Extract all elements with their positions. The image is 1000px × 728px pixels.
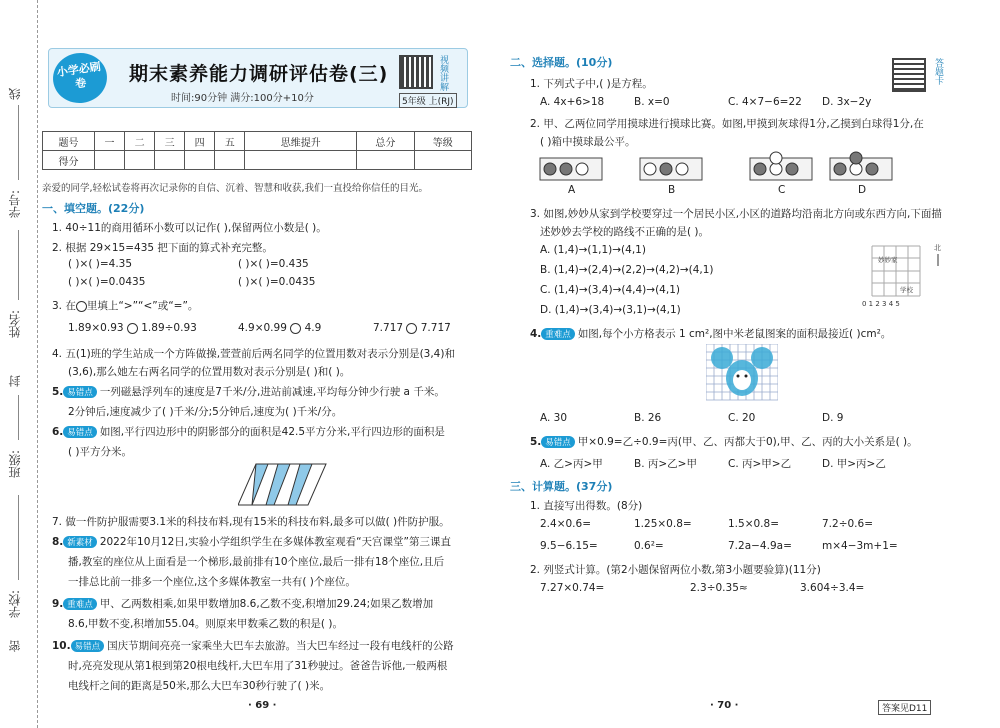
calc-item: m×4−3m+1= bbox=[822, 540, 898, 552]
video-tag: 视频讲解 bbox=[438, 55, 448, 91]
calc-item: 7.2÷0.6= bbox=[822, 518, 873, 530]
answer-card-tag: 答题卡 bbox=[933, 58, 943, 85]
score-row-label: 得分 bbox=[43, 151, 95, 170]
q2-blank-d: ( )×( )=0.0435 bbox=[238, 276, 316, 288]
choice-q2: 2. 甲、乙两位同学用摸球进行摸球比赛。如图,甲摸到灰球得1分,乙摸到白球得1分,在 bbox=[530, 118, 924, 130]
choice-q4 bbox=[530, 326, 891, 341]
expr: 4.9×0.99 bbox=[238, 322, 287, 334]
q5-text: 一列磁悬浮列车的速度是7千米/分,进站前减速,平均每分钟少行驶 a 千米。 bbox=[99, 386, 445, 398]
answer-reference: 答案见D11 bbox=[878, 700, 931, 715]
question-8-cont2: 一排总比前一排多一个座位,这个多媒体教室一共有( )个座位。 bbox=[68, 576, 356, 588]
tip-badge: 重难点 bbox=[541, 328, 575, 340]
answer-circle[interactable] bbox=[127, 323, 138, 334]
divider bbox=[18, 395, 19, 440]
page-number: · 69 · bbox=[248, 700, 277, 711]
question-4-cont: (3,6),那么她左右两名同学的位置用数对表示分别是( )和( )。 bbox=[68, 366, 351, 378]
calc-item: 0.6²= bbox=[634, 540, 664, 552]
q5-option-a[interactable]: A. 乙>丙>甲 bbox=[540, 458, 603, 470]
expr: 7.717 bbox=[373, 322, 404, 334]
q2-option-d[interactable]: D bbox=[858, 184, 867, 196]
q9-text: 甲、乙两数相乘,如果甲数增加8.6,乙数不变,积增加29.24;如果乙数增加 bbox=[99, 598, 434, 610]
question-4: 4. 五(1)班的学生站成一个方阵做操,萱萱前后两名同学的位置用数对表示分别是(3,4)和 bbox=[52, 348, 455, 360]
page-number: · 70 · bbox=[710, 700, 739, 711]
calc-item: 9.5−6.15= bbox=[540, 540, 598, 552]
calc-item: 1.5×0.8= bbox=[728, 518, 779, 530]
qnum: 4. bbox=[530, 328, 542, 340]
question-10-cont: 时,亮亮发现从第1根到第20根电线杆,大巴车用了31秒驶过。爸爸告诉他,一般两根 bbox=[68, 660, 448, 672]
choice-q3-cont: 述妙妙去学校的路线不正确的是( )。 bbox=[540, 226, 710, 238]
choice-q1: 1. 下列式子中,( )是方程。 bbox=[530, 78, 653, 90]
answer-circle[interactable] bbox=[406, 323, 417, 334]
tip-badge: 易错点 bbox=[71, 640, 105, 652]
question-9-cont: 8.6,甲数不变,积增加55.04。则原来甲数乘乙数的积是( )。 bbox=[68, 618, 343, 630]
score-cell[interactable] bbox=[125, 151, 155, 170]
question-9 bbox=[52, 596, 433, 611]
exam-subtitle: 时间:90分钟 满分:100分+10分 bbox=[171, 93, 314, 104]
right-page bbox=[500, 0, 990, 728]
q3-option-d[interactable]: D. (1,4)→(3,4)→(3,1)→(4,1) bbox=[540, 304, 681, 316]
qnum: 10. bbox=[52, 640, 71, 652]
student-id-label: 学号: bbox=[8, 190, 22, 219]
qnum: 6. bbox=[52, 426, 64, 438]
brand-logo: 小学必刷卷 bbox=[50, 49, 110, 106]
question-6 bbox=[52, 424, 445, 439]
q2-blank-a: ( )×( )=4.35 bbox=[68, 258, 133, 270]
q8-text: 2022年10月12日,实验小学组织学生在多媒体教室观看“天宫课堂”第三课直 bbox=[99, 536, 451, 548]
school-label: 学校 bbox=[900, 286, 913, 294]
ball-boxes-figure bbox=[536, 150, 956, 182]
calc-q1: 1. 直接写出得数。(8分) bbox=[530, 500, 643, 512]
choice-q2-cont: ( )箱中摸球最公平。 bbox=[540, 136, 636, 148]
route-map-figure bbox=[860, 240, 950, 310]
expr: 7.71̇7̇ bbox=[420, 322, 451, 334]
name-label: 姓名: bbox=[8, 310, 22, 339]
score-cell[interactable] bbox=[357, 151, 414, 170]
calc-q2: 2. 列竖式计算。(第2小题保留两位小数,第3小题要验算)(11分) bbox=[530, 564, 821, 576]
tip-badge: 易错点 bbox=[63, 426, 97, 438]
question-8 bbox=[52, 534, 451, 549]
seal-label: 封 bbox=[8, 375, 22, 387]
q3-item-3 bbox=[373, 322, 451, 334]
expr: 1.89×0.93 bbox=[68, 322, 124, 334]
score-header: 三 bbox=[155, 132, 185, 151]
section-fill-blank: 一、填空题。(22分) bbox=[42, 202, 145, 215]
score-cell[interactable] bbox=[155, 151, 185, 170]
parallelogram-figure bbox=[238, 462, 328, 507]
q3-lead: 3. 在 bbox=[52, 300, 76, 312]
divider bbox=[18, 105, 19, 180]
question-7: 7. 做一件防护服需要3.1米的科技布料,现有15米的科技布料,最多可以做( )件防护服。 bbox=[52, 516, 450, 528]
calc-item: 2.4×0.6= bbox=[540, 518, 591, 530]
question-5 bbox=[52, 384, 445, 399]
q3-option-c[interactable]: C. (1,4)→(3,4)→(4,4)→(4,1) bbox=[540, 284, 680, 296]
q1-option-c[interactable]: C. 4×7−6=22 bbox=[728, 96, 802, 108]
question-6-cont: ( )平方分米。 bbox=[68, 446, 133, 458]
qr-code-icon[interactable] bbox=[399, 55, 433, 89]
score-header: 一 bbox=[95, 132, 125, 151]
question-3 bbox=[52, 298, 198, 313]
score-table bbox=[42, 131, 472, 170]
divider bbox=[18, 230, 19, 300]
score-cell[interactable] bbox=[215, 151, 245, 170]
q5-text: 甲×0.9=乙÷0.9=丙(甲、乙、丙都大于0),甲、乙、丙的大小关系是( )。 bbox=[577, 436, 918, 448]
score-header: 题号 bbox=[43, 132, 95, 151]
q2-blank-b: ( )×( )=0.435 bbox=[238, 258, 309, 270]
vertical-calc-item: 7.27×0.74= bbox=[540, 582, 605, 594]
north-label: 北 bbox=[934, 244, 941, 252]
expr: 4.9 bbox=[304, 322, 322, 334]
score-header: 四 bbox=[185, 132, 215, 151]
section-calc: 三、计算题。(37分) bbox=[510, 480, 613, 493]
header-banner bbox=[48, 48, 468, 108]
calc-item: 7.2a−4.9a= bbox=[728, 540, 792, 552]
tip-badge: 易错点 bbox=[63, 386, 97, 398]
vertical-calc-item: 3.604÷3.4= bbox=[800, 582, 865, 594]
question-8-cont: 播,教室的座位从上面看是一个梯形,最前排有10个座位,最后一排有18个座位,且后 bbox=[68, 556, 445, 568]
qnum: 5. bbox=[530, 436, 542, 448]
q3-option-b[interactable]: B. (1,4)→(2,4)→(2,2)→(4,2)→(4,1) bbox=[540, 264, 714, 276]
q2-option-a[interactable]: A bbox=[568, 184, 576, 196]
secret-label: 密 bbox=[8, 640, 22, 652]
score-header: 总分 bbox=[357, 132, 414, 151]
choice-q3: 3. 如图,妙妙从家到学校要穿过一个居民小区,小区的道路均沿南北方向或东西方向,下面描 bbox=[530, 208, 942, 220]
q5-option-b[interactable]: B. 丙>乙>甲 bbox=[634, 458, 697, 470]
question-1: 1. 40÷11的商用循环小数可以记作( ),保留两位小数是( )。 bbox=[52, 222, 327, 234]
calc-item: 1.25×0.8= bbox=[634, 518, 692, 530]
section-choice: 二、选择题。(10分) bbox=[510, 56, 613, 69]
home-label: 妙妙家 bbox=[878, 256, 898, 264]
q4-text: 如图,每个小方格表示 1 cm²,图中米老鼠图案的面积最接近( )cm²。 bbox=[577, 328, 892, 340]
divider bbox=[18, 495, 19, 580]
q1-option-d[interactable]: D. 3x−2y bbox=[822, 96, 872, 108]
mouse-grid-figure bbox=[706, 344, 778, 406]
tip-badge: 重难点 bbox=[63, 598, 97, 610]
school-label: 学校: bbox=[8, 590, 22, 619]
expr: 1.89÷0.93 bbox=[141, 322, 197, 334]
binding-margin bbox=[0, 0, 38, 728]
left-page bbox=[38, 0, 478, 728]
choice-q5 bbox=[530, 434, 918, 449]
q4-option-b[interactable]: B. 26 bbox=[634, 412, 662, 424]
svg-text:0 1 2 3 4 5: 0 1 2 3 4 5 bbox=[862, 300, 900, 308]
class-label: 班级: bbox=[8, 450, 22, 479]
box-c bbox=[750, 152, 812, 180]
q10-text: 国庆节期间亮亮一家乘坐大巴车去旅游。当大巴车经过一段有电线杆的公路 bbox=[107, 640, 454, 652]
q2-blank-c: ( )×( )=0.0435 bbox=[68, 276, 146, 288]
score-header: 二 bbox=[125, 132, 155, 151]
score-cell[interactable] bbox=[185, 151, 215, 170]
score-cell[interactable] bbox=[414, 151, 471, 170]
score-header: 思维提升 bbox=[245, 132, 357, 151]
q4-option-a[interactable]: A. 30 bbox=[540, 412, 568, 424]
vertical-calc-item: 2.3÷0.35≈ bbox=[690, 582, 748, 594]
question-10 bbox=[52, 638, 454, 653]
question-5-cont: 2分钟后,速度减少了( )千米/分;5分钟后,速度为( )千米/分。 bbox=[68, 406, 343, 418]
q5-option-c[interactable]: C. 丙>甲>乙 bbox=[728, 458, 792, 470]
q3-option-a[interactable]: A. (1,4)→(1,1)→(4,1) bbox=[540, 244, 646, 256]
box-a bbox=[540, 158, 602, 180]
q3-item-1 bbox=[68, 322, 197, 334]
box-b bbox=[640, 158, 702, 180]
qnum: 8. bbox=[52, 536, 64, 548]
score-header: 等级 bbox=[414, 132, 471, 151]
tip-badge: 易错点 bbox=[541, 436, 575, 448]
q1-option-a[interactable]: A. 4x+6>18 bbox=[540, 96, 605, 108]
page-title: 期末素养能力调研评估卷(三) bbox=[129, 63, 389, 85]
compare-circle-icon bbox=[76, 301, 87, 312]
qnum: 9. bbox=[52, 598, 64, 610]
answer-circle[interactable] bbox=[290, 323, 301, 334]
q3-tail: 里填上“>”“<”或“=”。 bbox=[86, 300, 199, 312]
q3-item-2 bbox=[238, 322, 321, 334]
q6-text: 如图,平行四边形中的阴影部分的面积是42.5平方分米,平行四边形的面积是 bbox=[99, 426, 445, 438]
question-2: 2. 根据 29×15=435 把下面的算式补充完整。 bbox=[52, 242, 273, 254]
encouragement-note: 亲爱的同学,轻松试卷将再次记录你的自信、沉着、智慧和收获,我们一直投给你信任的目光。 bbox=[42, 183, 429, 194]
q2-option-c[interactable]: C bbox=[778, 184, 786, 196]
box-d bbox=[830, 152, 892, 180]
score-cell[interactable] bbox=[95, 151, 125, 170]
tip-badge: 新素材 bbox=[63, 536, 97, 548]
q1-option-b[interactable]: B. x=0 bbox=[634, 96, 670, 108]
score-cell[interactable] bbox=[245, 151, 357, 170]
question-10-cont2: 电线杆之间的距离是50米,那么大巴车30秒行驶了( )米。 bbox=[68, 680, 331, 692]
grade-label: 5年级 上(RJ) bbox=[399, 93, 457, 108]
qnum: 5. bbox=[52, 386, 64, 398]
qr-code-icon[interactable] bbox=[892, 58, 926, 92]
q5-option-d[interactable]: D. 甲>丙>乙 bbox=[822, 458, 886, 470]
q4-option-d[interactable]: D. 9 bbox=[822, 412, 844, 424]
q2-option-b[interactable]: B bbox=[668, 184, 676, 196]
seal-line-label: 线 bbox=[8, 88, 22, 100]
q4-option-c[interactable]: C. 20 bbox=[728, 412, 756, 424]
score-header: 五 bbox=[215, 132, 245, 151]
